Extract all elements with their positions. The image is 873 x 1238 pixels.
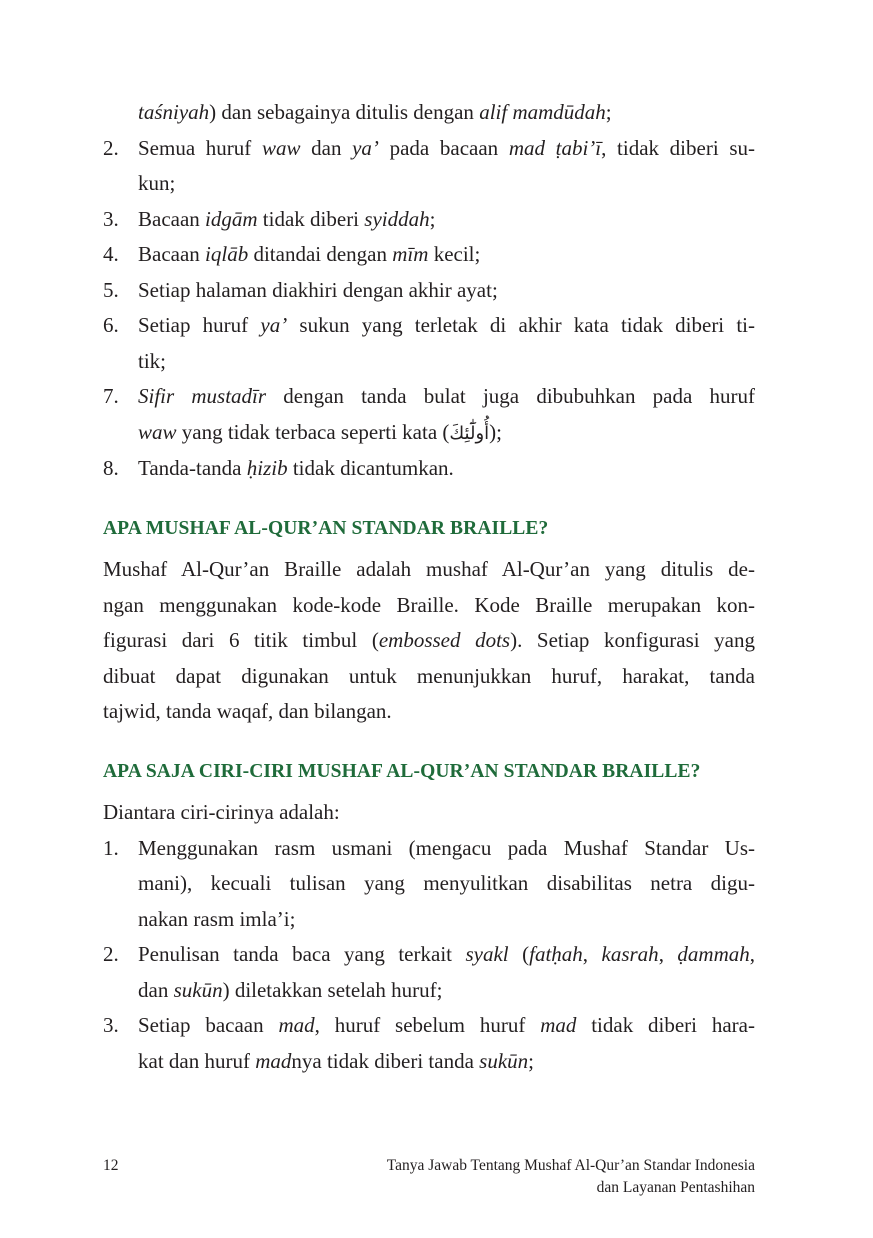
list-item-line: Setiap halaman diakhiri dengan akhir ayat;	[138, 277, 498, 302]
list-number: 2.	[103, 135, 119, 160]
list-number: 3.	[103, 206, 119, 231]
list-item	[103, 937, 755, 1008]
list-item-line: tik;	[138, 348, 167, 373]
list-item-line: Setiap bacaan mad, huruf sebelum huruf mad tidak diberi hara-	[138, 1013, 755, 1037]
section-intro: Diantara ciri-cirinya adalah:	[103, 800, 340, 824]
list-item-line: Bacaan idgām tidak diberi syiddah;	[138, 206, 436, 231]
list-item-line: Penulisan tanda baca yang terkait syakl (fatḥah, kasrah, ḍammah,	[138, 942, 756, 966]
list-item-line: Setiap huruf ya’ sukun yang terletak di akhir kata tidak diberi ti-	[138, 313, 756, 337]
paragraph-line: ngan menggunakan kode-kode Braille. Kode Braille merupakan kon-	[103, 592, 755, 617]
list-number: 4.	[103, 242, 119, 266]
list-number: 1.	[103, 835, 119, 860]
list-item-line: nakan rasm imla’i;	[138, 906, 296, 931]
list-item	[103, 131, 755, 202]
arabic-word: أُولَٰٓئِكَ	[449, 422, 490, 444]
list-item	[103, 379, 755, 451]
list-number: 2.	[103, 942, 119, 966]
page-content	[103, 95, 755, 1079]
list-item	[103, 451, 755, 487]
page-number: 12	[103, 1157, 119, 1174]
list-number: 6.	[103, 313, 119, 337]
section-paragraph	[103, 552, 755, 730]
list-item-line: Semua huruf waw dan ya’ pada bacaan mad ṭabi’ī, tidak diberi su-	[138, 135, 755, 160]
list-number: 8.	[103, 456, 119, 480]
paragraph-line: tajwid, tanda waqaf, dan bilangan.	[103, 699, 392, 723]
list-item-line: dan sukūn) diletakkan setelah huruf;	[138, 977, 443, 1002]
running-title-line: dan Layanan Pentashihan	[596, 1179, 755, 1196]
list-item	[103, 237, 755, 273]
paragraph-line: Mushaf Al-Qur’an Braille adalah mushaf Al-Qur’an yang ditulis de-	[103, 557, 755, 581]
running-title-line: Tanya Jawab Tentang Mushaf Al-Qur’an Standar Indonesia	[386, 1157, 755, 1174]
list-item-line: Tanda-tanda ḥizib tidak dicantumkan.	[138, 456, 454, 480]
italic-term: taśniyah	[138, 100, 210, 124]
list-item	[103, 202, 755, 238]
list-number: 7.	[103, 384, 119, 408]
list-item-continuation: taśniyah) dan sebagainya ditulis dengan alif mamdūdah;	[138, 100, 612, 124]
list-item	[103, 1008, 755, 1079]
list-item-line: Sifir mustadīr dengan tanda bulat juga dibubuhkan pada huruf	[138, 384, 756, 408]
section-heading: APA MUSHAF AL-QUR’AN STANDAR BRAILLE?	[103, 517, 549, 539]
list-number: 3.	[103, 1013, 119, 1037]
section-heading: APA SAJA CIRI-CIRI MUSHAF AL-QUR’AN STANDAR BRAILLE?	[103, 760, 701, 782]
list-item	[103, 308, 755, 379]
list-number: 5.	[103, 277, 119, 302]
list-item	[103, 273, 755, 309]
running-title	[387, 1155, 755, 1199]
italic-term: alif mamdūdah	[479, 100, 606, 124]
list-item-line: kun;	[138, 171, 176, 195]
paragraph-line: dibuat dapat digunakan untuk menunjukkan huruf, harakat, tanda	[103, 663, 755, 688]
list-item-line: waw yang tidak terbaca seperti kata (أُولَٰٓئِكَ);	[138, 419, 502, 444]
list-item-line: kat dan huruf madnya tidak diberi tanda sukūn;	[138, 1048, 535, 1073]
list-item	[103, 831, 755, 938]
list-item-line: mani), kecuali tulisan yang menyulitkan disabilitas netra digu-	[138, 871, 755, 895]
list-item-line: Menggunakan rasm usmani (mengacu pada Mushaf Standar Us-	[138, 835, 755, 860]
paragraph-line: figurasi dari 6 titik timbul (embossed dots). Setiap konfigurasi yang	[103, 628, 755, 652]
list-item-line: Bacaan iqlāb ditandai dengan mīm kecil;	[138, 242, 481, 266]
